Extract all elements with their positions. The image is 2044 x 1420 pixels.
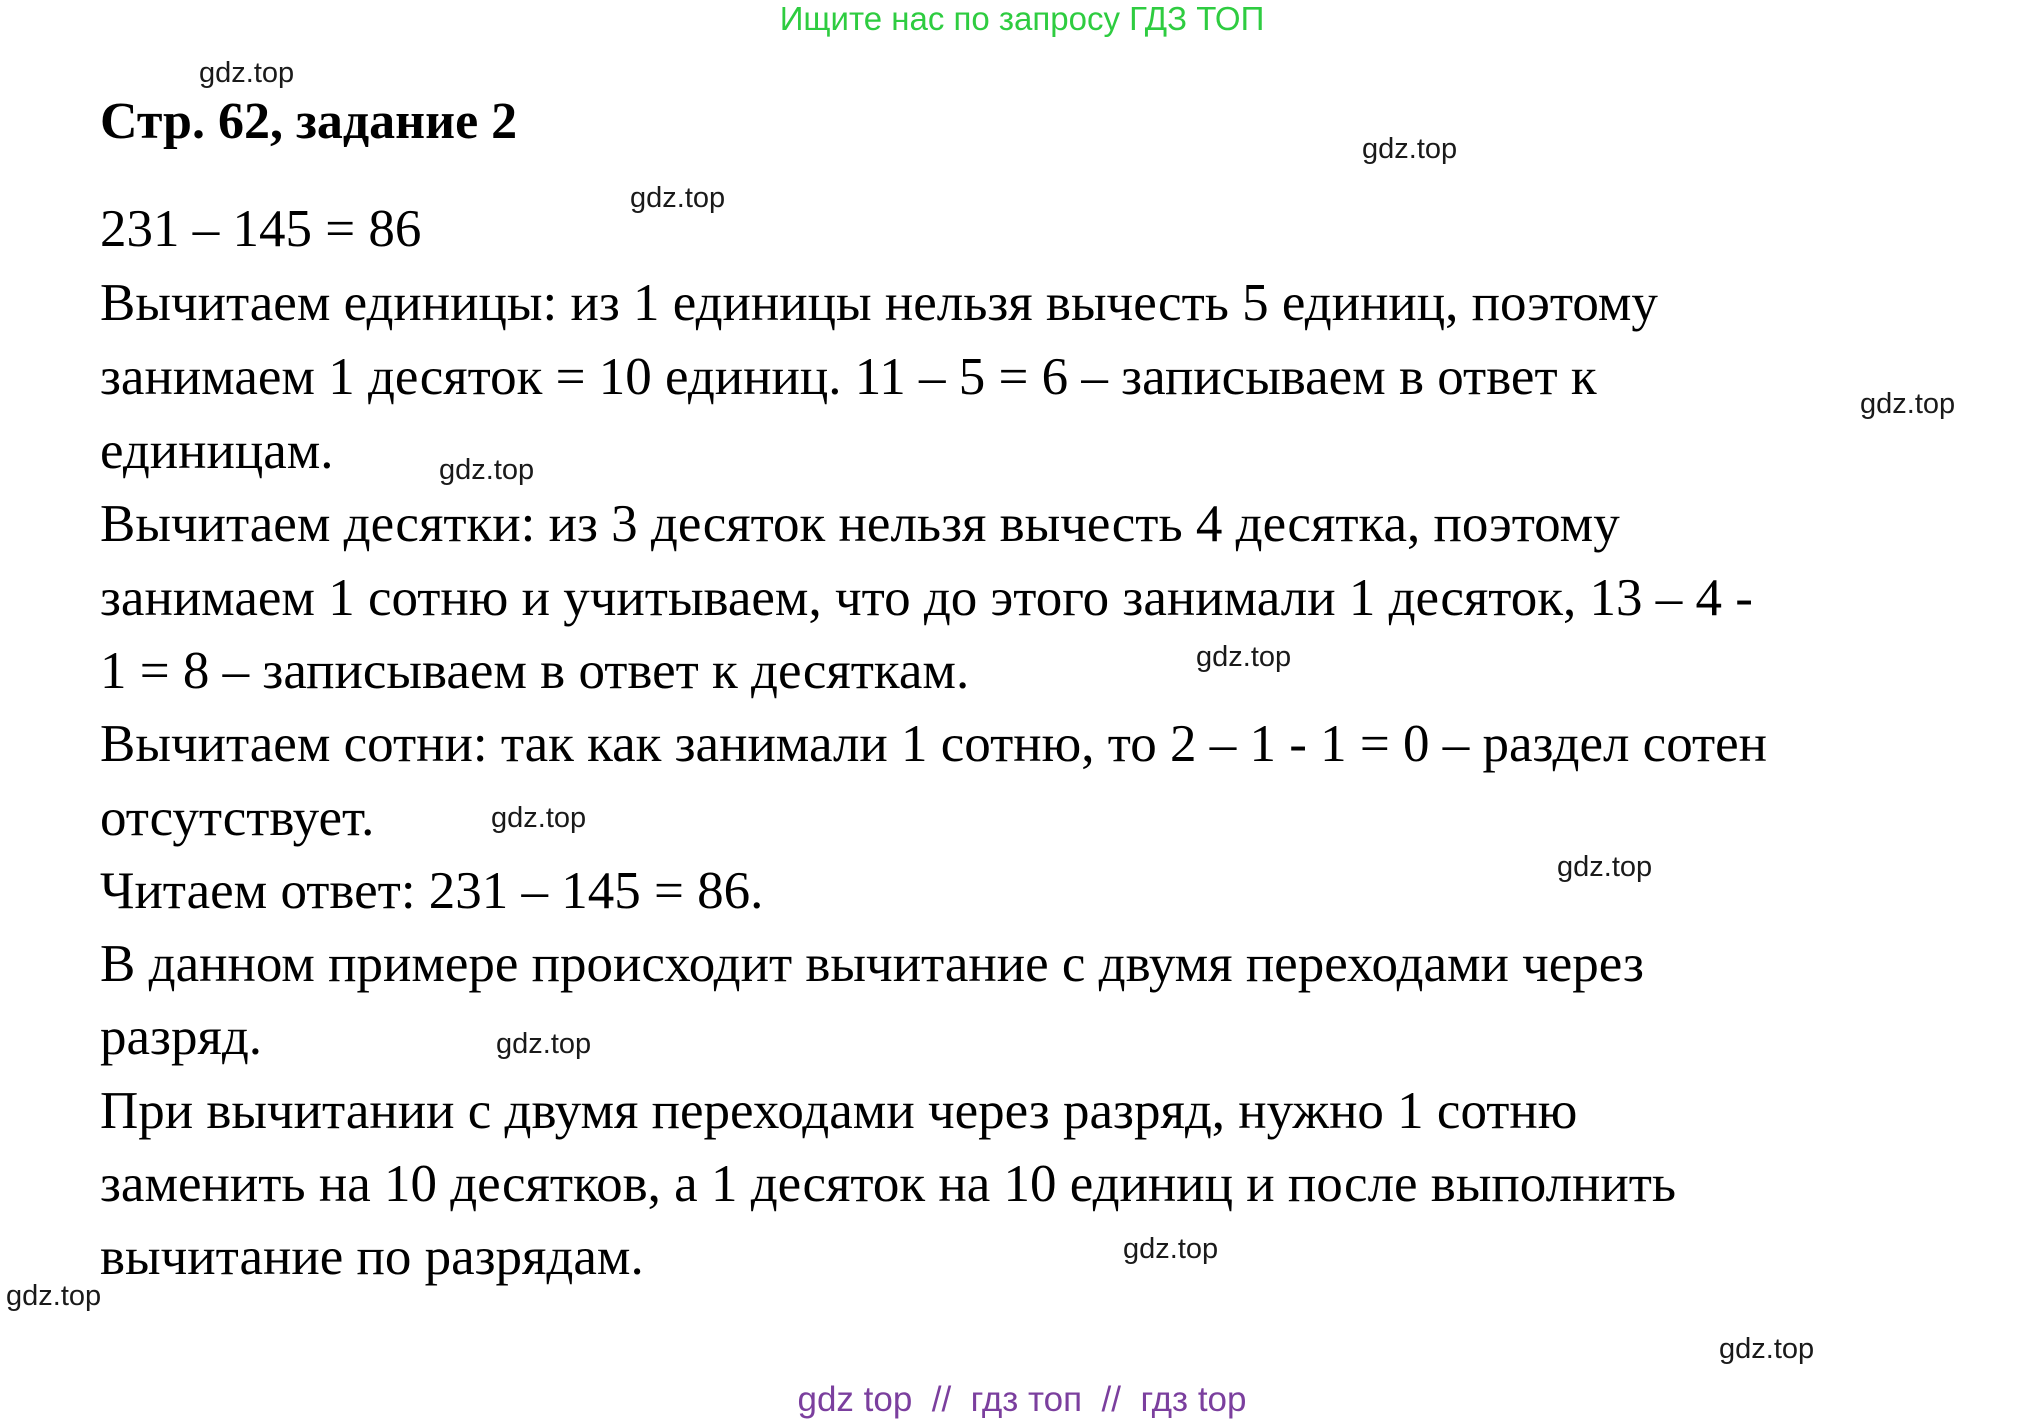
text-line: занимаем 1 десяток = 10 единиц. 11 – 5 = 6 – записываем в ответ к	[100, 348, 1597, 406]
text-line: Вычитаем сотни: так как занимали 1 сотню, то 2 – 1 - 1 = 0 – раздел сотен	[100, 715, 1768, 773]
text-line: занимаем 1 сотню и учитываем, что до этого занимали 1 десяток, 13 – 4 -	[100, 569, 1753, 627]
text-line: Вычитаем десятки: из 3 десяток нельзя вычесть 4 десятка, поэтому	[100, 495, 1620, 553]
text-line: Вычитаем единицы: из 1 единицы нельзя вычесть 5 единиц, поэтому	[100, 274, 1658, 332]
watermark: gdz.top	[439, 454, 535, 486]
footer-links[interactable]: gdz top // гдз топ // гдз top	[797, 1380, 1247, 1419]
answer-line: Читаем ответ: 231 – 145 = 86.	[100, 862, 764, 920]
text-line: разряд.	[100, 1008, 263, 1066]
watermark: gdz.top	[199, 57, 295, 89]
watermark: gdz.top	[491, 802, 587, 834]
watermark: gdz.top	[1123, 1233, 1219, 1265]
watermark: gdz.top	[496, 1028, 592, 1060]
watermark: gdz.top	[1557, 851, 1653, 883]
watermark: gdz.top	[1362, 133, 1458, 165]
text-line: заменить на 10 десятков, а 1 десяток на 10 единиц и после выполнить	[100, 1155, 1677, 1213]
text-line: В данном примере происходит вычитание с двумя переходами через	[100, 935, 1644, 993]
text-line: отсутствует.	[100, 789, 375, 847]
text-line: 1 = 8 – записываем в ответ к десяткам.	[100, 642, 970, 700]
watermark: gdz.top	[1196, 641, 1292, 673]
top-banner[interactable]: Ищите нас по запросу ГДЗ ТОП	[779, 0, 1265, 37]
watermark: gdz.top	[1719, 1333, 1815, 1365]
watermark: gdz.top	[6, 1280, 102, 1312]
text-line: единицам.	[100, 422, 334, 480]
equation-line: 231 – 145 = 86	[100, 200, 422, 258]
watermark: gdz.top	[630, 182, 726, 214]
watermark: gdz.top	[1860, 388, 1956, 420]
text-line: При вычитании с двумя переходами через разряд, нужно 1 сотню	[100, 1082, 1578, 1140]
text-line: вычитание по разрядам.	[100, 1228, 644, 1286]
page-title: Стр. 62, задание 2	[100, 93, 518, 150]
